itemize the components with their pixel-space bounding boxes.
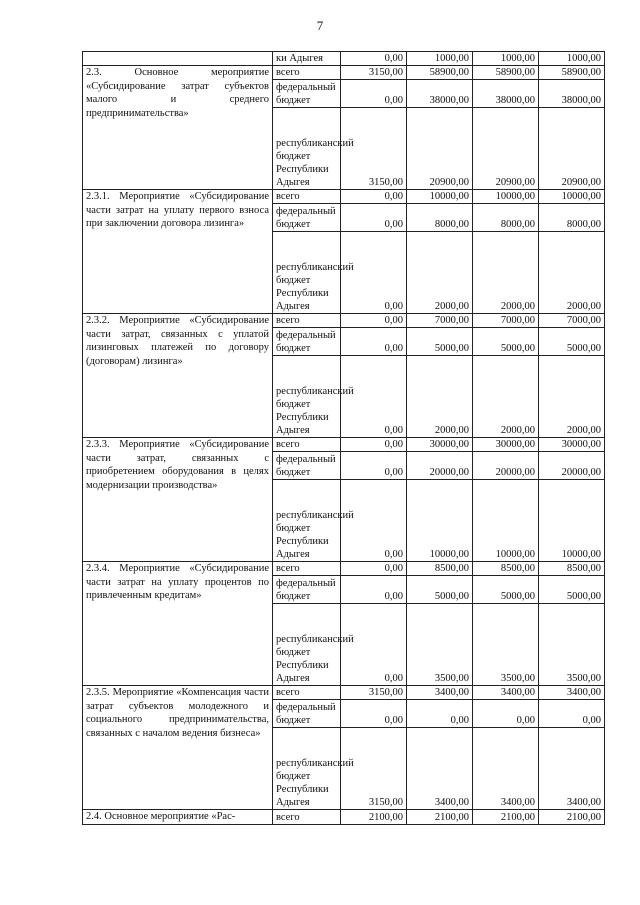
measure-description: 2.3.1. Мероприятие «Субсидирование части затрат на уплату первого взноса при заключении договора лизинга» (83, 190, 273, 314)
amount-cell: 38000,00 (473, 80, 539, 108)
amount-cell: 0,00 (341, 604, 407, 686)
amount-cell: 2100,00 (473, 810, 539, 825)
amount-cell: 7000,00 (407, 314, 473, 328)
amount-cell: 0,00 (341, 232, 407, 314)
table-row (83, 190, 605, 204)
amount-cell: 0,00 (341, 314, 407, 328)
amount-cell: 20900,00 (539, 108, 605, 190)
measure-description: 2.3. Основное мероприятие «Субсидирование затрат субъектов малого и среднего предпринимательства» (83, 66, 273, 190)
page-number: 7 (316, 18, 324, 33)
amount-cell: 58900,00 (473, 66, 539, 80)
budget-table (82, 51, 605, 825)
amount-cell: 0,00 (539, 700, 605, 728)
amount-cell: 0,00 (341, 576, 407, 604)
amount-cell: 0,00 (341, 328, 407, 356)
amount-cell: 10000,00 (539, 480, 605, 562)
amount-cell: 5000,00 (407, 328, 473, 356)
funding-source: федеральный бюджет (273, 700, 341, 728)
amount-cell: 3400,00 (539, 728, 605, 810)
amount-cell: 38000,00 (407, 80, 473, 108)
table-row (83, 562, 605, 576)
amount-cell: 20000,00 (539, 452, 605, 480)
funding-source: всего (273, 810, 341, 825)
amount-cell: 8500,00 (407, 562, 473, 576)
funding-source: республиканский бюджет Республики Адыгея (273, 480, 341, 562)
amount-cell: 5000,00 (539, 328, 605, 356)
amount-cell: 3400,00 (407, 728, 473, 810)
funding-source: всего (273, 314, 341, 328)
amount-cell: 2000,00 (539, 356, 605, 438)
amount-cell: 0,00 (407, 700, 473, 728)
amount-cell: 3500,00 (407, 604, 473, 686)
amount-cell: 8500,00 (539, 562, 605, 576)
table-row (83, 686, 605, 700)
amount-cell: 3150,00 (341, 686, 407, 700)
amount-cell: 0,00 (341, 80, 407, 108)
funding-source: республиканский бюджет Республики Адыгея (273, 604, 341, 686)
amount-cell: 58900,00 (539, 66, 605, 80)
funding-source: федеральный бюджет (273, 452, 341, 480)
funding-source: республиканский бюджет Республики Адыгея (273, 356, 341, 438)
amount-cell: 3400,00 (407, 686, 473, 700)
amount-cell: 0,00 (341, 52, 407, 66)
measure-description: 2.3.3. Мероприятие «Субсидирование части затрат, связанных с приобретением оборудования в целях модернизации производства» (83, 438, 273, 562)
amount-cell: 8000,00 (473, 204, 539, 232)
amount-cell: 0,00 (341, 204, 407, 232)
funding-source: всего (273, 686, 341, 700)
amount-cell: 10000,00 (407, 190, 473, 204)
amount-cell: 10000,00 (407, 480, 473, 562)
amount-cell: 2000,00 (407, 232, 473, 314)
funding-source: федеральный бюджет (273, 80, 341, 108)
amount-cell: 5000,00 (473, 328, 539, 356)
amount-cell: 0,00 (341, 438, 407, 452)
amount-cell: 5000,00 (473, 576, 539, 604)
amount-cell: 10000,00 (539, 190, 605, 204)
amount-cell: 1000,00 (407, 52, 473, 66)
amount-cell: 3500,00 (473, 604, 539, 686)
amount-cell: 0,00 (341, 700, 407, 728)
amount-cell: 30000,00 (473, 438, 539, 452)
amount-cell: 3500,00 (539, 604, 605, 686)
amount-cell: 0,00 (341, 356, 407, 438)
funding-source: федеральный бюджет (273, 576, 341, 604)
amount-cell: 0,00 (341, 452, 407, 480)
amount-cell: 38000,00 (539, 80, 605, 108)
funding-source: ки Адыгея (273, 52, 341, 66)
amount-cell: 3150,00 (341, 728, 407, 810)
measure-description: 2.3.4. Мероприятие «Субсидирование части затрат на уплату процентов по привлеченным кредитам» (83, 562, 273, 686)
funding-source: республиканский бюджет Республики Адыгея (273, 108, 341, 190)
funding-source: федеральный бюджет (273, 204, 341, 232)
amount-cell: 7000,00 (539, 314, 605, 328)
amount-cell: 8500,00 (473, 562, 539, 576)
amount-cell: 58900,00 (407, 66, 473, 80)
amount-cell: 20000,00 (407, 452, 473, 480)
table-row (83, 438, 605, 452)
amount-cell: 1000,00 (473, 52, 539, 66)
amount-cell: 3400,00 (473, 728, 539, 810)
measure-description: 2.3.2. Мероприятие «Субсидирование части затрат, связанных с уплатой лизинговых платежей по договору (договорам) лизинга» (83, 314, 273, 438)
amount-cell: 0,00 (473, 700, 539, 728)
amount-cell: 20000,00 (473, 452, 539, 480)
amount-cell: 2000,00 (539, 232, 605, 314)
amount-cell: 8000,00 (407, 204, 473, 232)
amount-cell: 2100,00 (341, 810, 407, 825)
amount-cell: 30000,00 (407, 438, 473, 452)
table-row (83, 314, 605, 328)
amount-cell: 2000,00 (473, 232, 539, 314)
amount-cell: 2100,00 (407, 810, 473, 825)
table-row (83, 810, 605, 825)
amount-cell: 2000,00 (473, 356, 539, 438)
amount-cell: 0,00 (341, 480, 407, 562)
amount-cell: 20900,00 (407, 108, 473, 190)
funding-source: федеральный бюджет (273, 328, 341, 356)
amount-cell: 30000,00 (539, 438, 605, 452)
amount-cell: 1000,00 (539, 52, 605, 66)
funding-source: всего (273, 438, 341, 452)
funding-source: всего (273, 562, 341, 576)
amount-cell: 2100,00 (539, 810, 605, 825)
measure-description (83, 52, 273, 66)
amount-cell: 2000,00 (407, 356, 473, 438)
measure-description: 2.4. Основное мероприятие «Рас- (83, 810, 273, 825)
amount-cell: 3400,00 (539, 686, 605, 700)
table-row (83, 52, 605, 66)
funding-source: всего (273, 190, 341, 204)
amount-cell: 5000,00 (539, 576, 605, 604)
budget-table-body (83, 52, 605, 825)
funding-source: всего (273, 66, 341, 80)
funding-source: республиканский бюджет Республики Адыгея (273, 728, 341, 810)
amount-cell: 20900,00 (473, 108, 539, 190)
amount-cell: 10000,00 (473, 480, 539, 562)
amount-cell: 0,00 (341, 562, 407, 576)
amount-cell: 7000,00 (473, 314, 539, 328)
amount-cell: 8000,00 (539, 204, 605, 232)
amount-cell: 5000,00 (407, 576, 473, 604)
amount-cell: 3400,00 (473, 686, 539, 700)
amount-cell: 3150,00 (341, 66, 407, 80)
amount-cell: 3150,00 (341, 108, 407, 190)
measure-description: 2.3.5. Мероприятие «Компенсация части затрат субъектов молодежного и социального предпринимательства, связанных с началом ведения бизнеса» (83, 686, 273, 810)
table-row (83, 66, 605, 80)
amount-cell: 10000,00 (473, 190, 539, 204)
funding-source: республиканский бюджет Республики Адыгея (273, 232, 341, 314)
amount-cell: 0,00 (341, 190, 407, 204)
